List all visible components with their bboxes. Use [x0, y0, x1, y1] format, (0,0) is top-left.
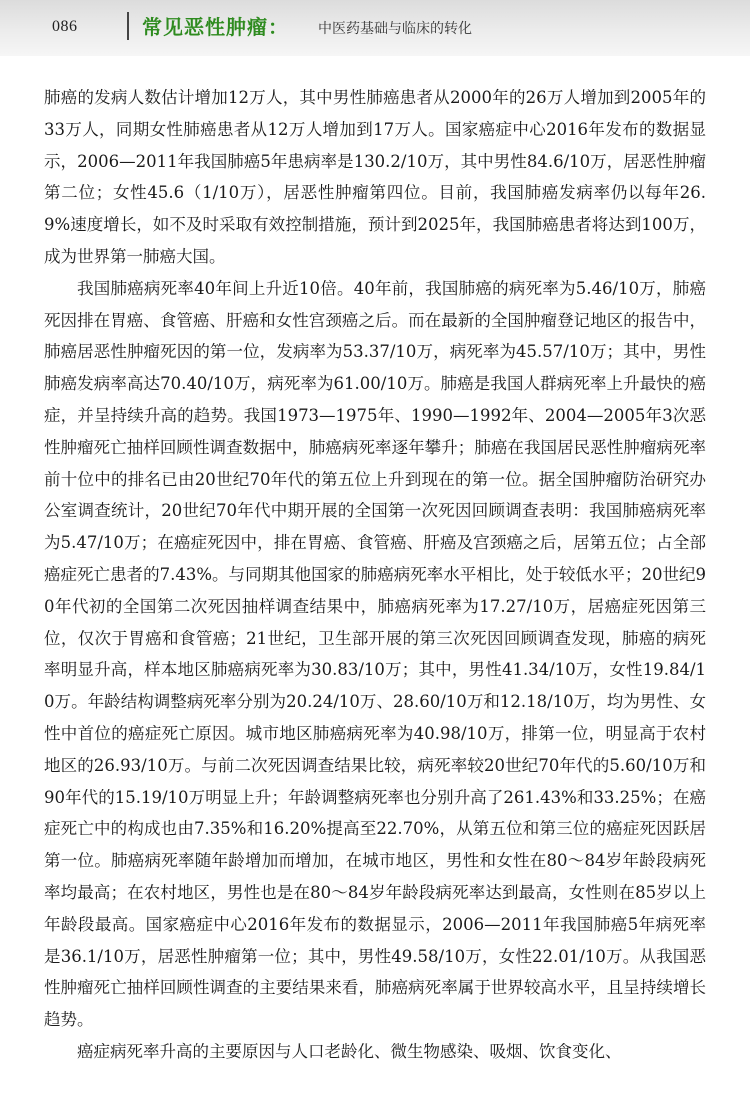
page-number: 086	[52, 18, 78, 35]
running-header	[0, 0, 750, 56]
book-title: 常见恶性肿瘤：	[142, 15, 289, 39]
paragraph-mortality: 我国肺癌病死率40年间上升近10倍。40年前，我国肺癌的病死率为5.46/10万，肺癌死因排在胃癌、食管癌、肝癌和女性宫颈癌之后。而在最新的全国肿瘤登记地区的报告中，肺癌居恶性肿瘤死因的第一位，发病率为53.37/10万，病死率为45.57/10万；其中，男性肺癌发病率高达70.40/10万，病死率为61.00/10万。肺癌是我国人群病死率上升最快的癌症，并呈持续升高的趋势。我国1973—1975年、1990—1992年、2004—2005年3次恶性肿瘤死亡抽样回顾性调查数据中，肺癌病死率逐年攀升；肺癌在我国居民恶性肿瘤病死率前十位中的排名已由20世纪70年代的第五位上升到现在的第一位。据全国肿瘤防治研究办公室调查统计，20世纪70年代中期开展的全国第一次死因回顾调查表明：我国肺癌病死率为5.47/10万；在癌症死因中，排在胃癌、食管癌、肝癌及宫颈癌之后，居第五位；占全部癌症死亡患者的7.43%。与同期其他国家的肺癌病死率水平相比，处于较低水平；20世纪90年代初的全国第二次死因抽样调查结果中，肺癌病死率为17.27/10万，居癌症死因第三位，仅次于胃癌和食管癌；21世纪，卫生部开展的第三次死因回顾调查发现，肺癌的病死率明显升高，样本地区肺癌病死率为30.83/10万；其中，男性41.34/10万，女性19.84/10万。年龄结构调整病死率分别为20.24/10万、28.60/10万和12.18/10万，均为男性、女性中首位的癌症死亡原因。城市地区肺癌病死率为40.98/10万，排第一位，明显高于农村地区的26.93/10万。与前二次死因调查结果比较，病死率较20世纪70年代的5.60/10万和90年代的15.19/10万明显上升；年龄调整病死率也分别升高了261.43%和33.25%；在癌症死亡中的构成也由7.35%和16.20%提高至22.70%，从第五位和第三位的癌症死因跃居第一位。肺癌病死率随年龄增加而增加，在城市地区，男性和女性在80～84岁年龄段病死率均最高；在农村地区，男性也是在80～84岁年龄段病死率达到最高，女性则在85岁以上年龄段最高。国家癌症中心2016年发布的数据显示，2006—2011年我国肺癌5年病死率是36.1/10万，居恶性肿瘤第一位；其中，男性49.58/10万，女性22.01/10万。从我国恶性肿瘤死亡抽样回顾性调查的主要结果来看，肺癌病死率属于世界较高水平，且呈持续增长趋势。	[44, 278, 706, 1030]
paragraph-causes: 癌症病死率升高的主要原因与人口老龄化、微生物感染、吸烟、饮食变化、	[77, 1041, 622, 1061]
book-subtitle: 中医药基础与临床的转化	[318, 21, 472, 37]
body-text	[44, 82, 706, 1068]
header-divider	[127, 12, 129, 40]
paragraph-continued: 肺癌的发病人数估计增加12万人，其中男性肺癌患者从2000年的26万人增加到2005年的33万人，同期女性肺癌患者从12万人增加到17万人。国家癌症中心2016年发布的数据显示，2006—2011年我国肺癌5年患病率是130.2/10万，其中男性84.6/10万，居恶性肿瘤第二位；女性45.6（1/10万），居恶性肿瘤第四位。目前，我国肺癌发病率仍以每年26.9%速度增长，如不及时采取有效控制措施，预计到2025年，我国肺癌患者将达到100万，成为世界第一肺癌大国。	[44, 88, 706, 266]
